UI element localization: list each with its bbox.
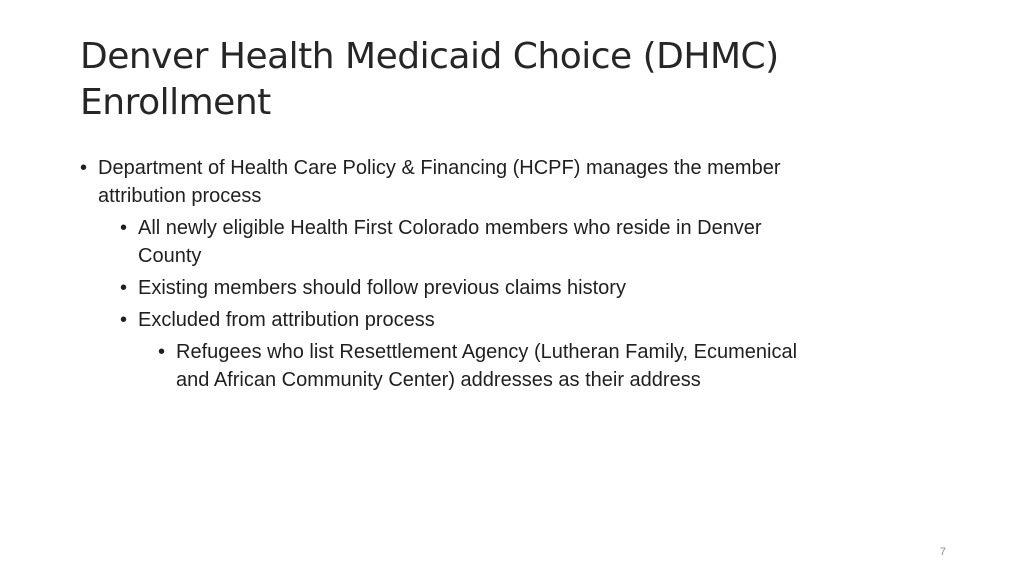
- bullet-text: • Department of Health Care Policy & Financing (HCPF) manages the member attribution process: [98, 157, 781, 207]
- bullet-level-2: [120, 214, 800, 270]
- bullet-list: [80, 154, 800, 398]
- bullet-level-2: [120, 306, 800, 334]
- page-number: 7: [939, 546, 946, 558]
- bullet-level-1: [80, 154, 800, 210]
- bullet-text: Refugees who list Resettlement Agency (Lutheran Family, Ecumenical and African Community Center) addresses as their address: [176, 341, 798, 391]
- slide-title: Denver Health Medicaid Choice (DHMC) Enrollment: [80, 36, 779, 123]
- bullet-text: Excluded from attribution process: [138, 309, 435, 331]
- bullet-text: All newly eligible Health First Colorado members who reside in Denver County: [138, 217, 762, 267]
- bullet-text: Existing members should follow previous claims history: [138, 277, 626, 299]
- bullet-level-3: [158, 338, 800, 394]
- bullet-level-2: [120, 274, 800, 302]
